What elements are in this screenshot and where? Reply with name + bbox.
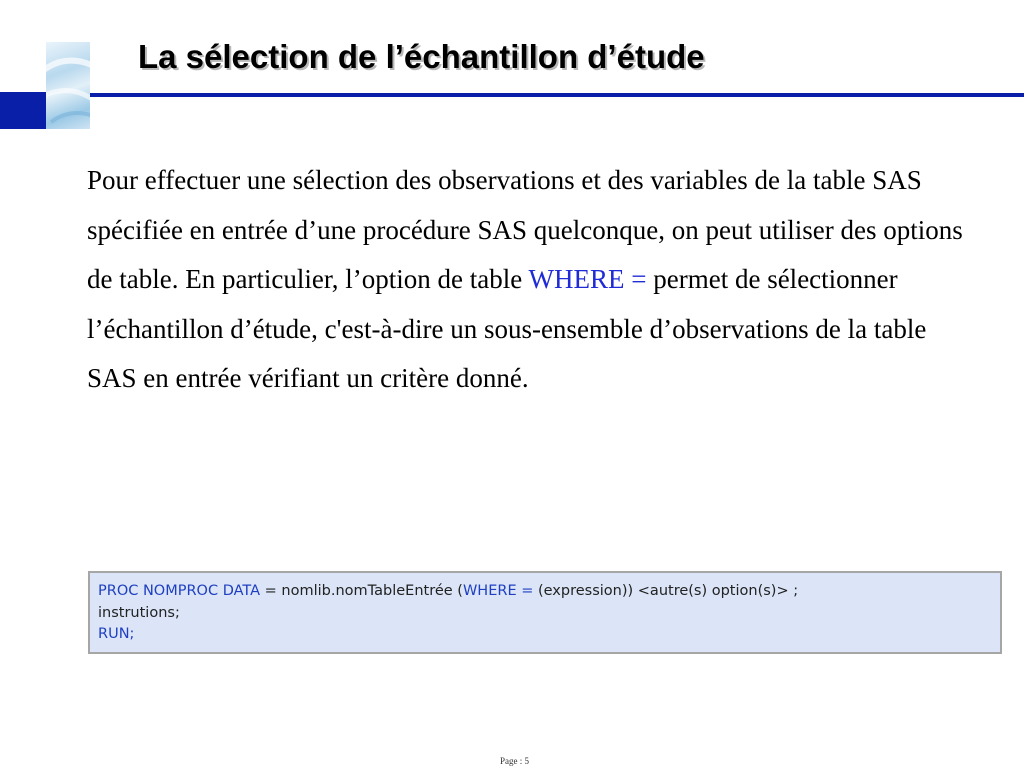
body-paragraph	[87, 156, 967, 404]
code-text-2: (expression)) <autre(s) option(s)> ;	[533, 583, 799, 599]
code-text-1: = nomlib.nomTableEntrée (	[260, 583, 463, 599]
body-text-part1: Pour effectuer une sélection des observations et des variables de la table SAS spécifiée en entrée d’une procédure SAS quelconque, on peut utiliser des options de table. En particulier, l’option de table	[87, 165, 963, 294]
code-proc-keyword: PROC NOMPROC DATA	[98, 583, 261, 599]
header-accent-bar	[0, 92, 48, 129]
code-example-box	[88, 571, 1002, 654]
body-text-part2: permet de sélectionner l’échantillon d’étude, c'est-à-dire un sous-ensemble d’observations de la table SAS en entrée vérifiant un critère donné.	[87, 264, 927, 393]
title-divider	[90, 93, 1024, 97]
logo-image	[46, 42, 90, 129]
code-where-keyword: WHERE =	[462, 583, 534, 599]
code-line-2: instrutions;	[98, 604, 180, 621]
code-line-1	[98, 581, 992, 603]
page-number: Page : 5	[500, 756, 529, 766]
logo-graphic-icon	[46, 42, 90, 129]
where-keyword: WHERE =	[528, 264, 647, 294]
code-line-3: RUN;	[98, 626, 135, 642]
slide-title: La sélection de l’échantillon d’étude	[138, 38, 705, 75]
